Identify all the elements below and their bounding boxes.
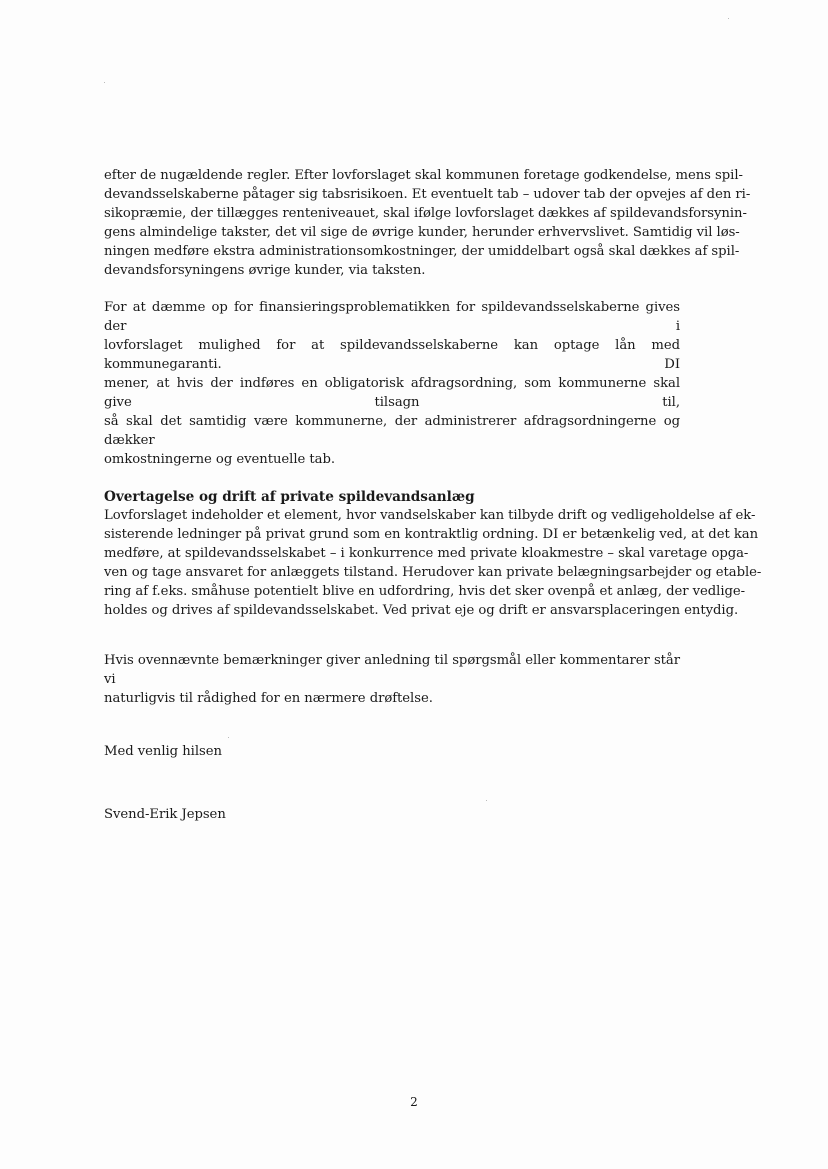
scan-speck: [104, 82, 105, 83]
text-line: gens almindelige takster, det vil sige de øvrige kunder, herunder erhvervslivet. Samtidig vil løs-: [104, 225, 740, 240]
text-line: ningen medføre ekstra administrationsomkostninger, der umiddelbart også skal dækkes af spil-: [104, 244, 740, 259]
text-line: medføre, at spildevandsselskabet – i konkurrence med private kloakmestre – skal varetage opga-: [104, 546, 749, 561]
text-line: så skal det samtidig være kommunerne, der administrerer afdragsordningerne og dækker: [104, 414, 680, 448]
text-line: Lovforslaget indeholder et element, hvor vandselskaber kan tilbyde drift og vedligeholdelse af ek-: [104, 508, 756, 523]
text-line: naturligvis til rådighed for en nærmere drøftelse.: [104, 691, 433, 706]
scan-speck: [728, 18, 729, 19]
text-line: ven og tage ansvaret for anlæggets tilstand. Herudover kan private belægningsarbejder og etable-: [104, 565, 762, 580]
paragraph-contact: [104, 651, 680, 708]
section-heading: Overtagelse og drift af private spildevandsanlæg: [104, 489, 475, 505]
text-line: devandsselskaberne påtager sig tabsrisikoen. Et eventuelt tab – udover tab der opvejes af den ri-: [104, 187, 751, 202]
text-line: sisterende ledninger på privat grund som en kontraktlig ordning. DI er betænkelig ved, at det kan: [104, 527, 759, 542]
letter-body: [104, 166, 762, 824]
text-line: lovforslaget mulighed for at spildevandsselskaberne kan optage lån med kommunegaranti. DI: [104, 338, 680, 372]
text-line: sikopræmie, der tillægges renteniveauet, skal ifølge lovforslaget dækkes af spildevandsforsynin-: [104, 206, 747, 221]
text-line: mener, at hvis der indføres en obligatorisk afdragsordning, som kommunerne skal give tilsagn til,: [104, 376, 680, 410]
text-line: Hvis ovennævnte bemærkninger giver anledning til spørgsmål eller kommentarer står vi: [104, 653, 680, 687]
text-line: efter de nugældende regler. Efter lovforslaget skal kommunen foretage godkendelse, mens spil-: [104, 168, 743, 183]
text-line: For at dæmme op for finansieringsproblematikken for spildevandsselskaberne gives der i: [104, 300, 680, 334]
page-number: 2: [410, 1095, 418, 1109]
paragraph-financing-rules: [104, 166, 751, 280]
paragraph-loan-guarantee: [104, 298, 680, 469]
closing-salutation: Med venlig hilsen: [104, 744, 222, 759]
text-line: holdes og drives af spildevandsselskabet. Ved privat eje og drift er ansvarsplaceringen entydig.: [104, 603, 739, 618]
signer-name: Svend-Erik Jepsen: [104, 807, 226, 822]
text-line: ring af f.eks. småhuse potentielt blive en udfordring, hvis det sker ovenpå et anlæg, der vedlige-: [104, 584, 746, 599]
paragraph-private-sewage: [104, 506, 762, 620]
text-line: omkostningerne og eventuelle tab.: [104, 452, 335, 467]
text-line: devandsforsyningens øvrige kunder, via taksten.: [104, 263, 426, 278]
